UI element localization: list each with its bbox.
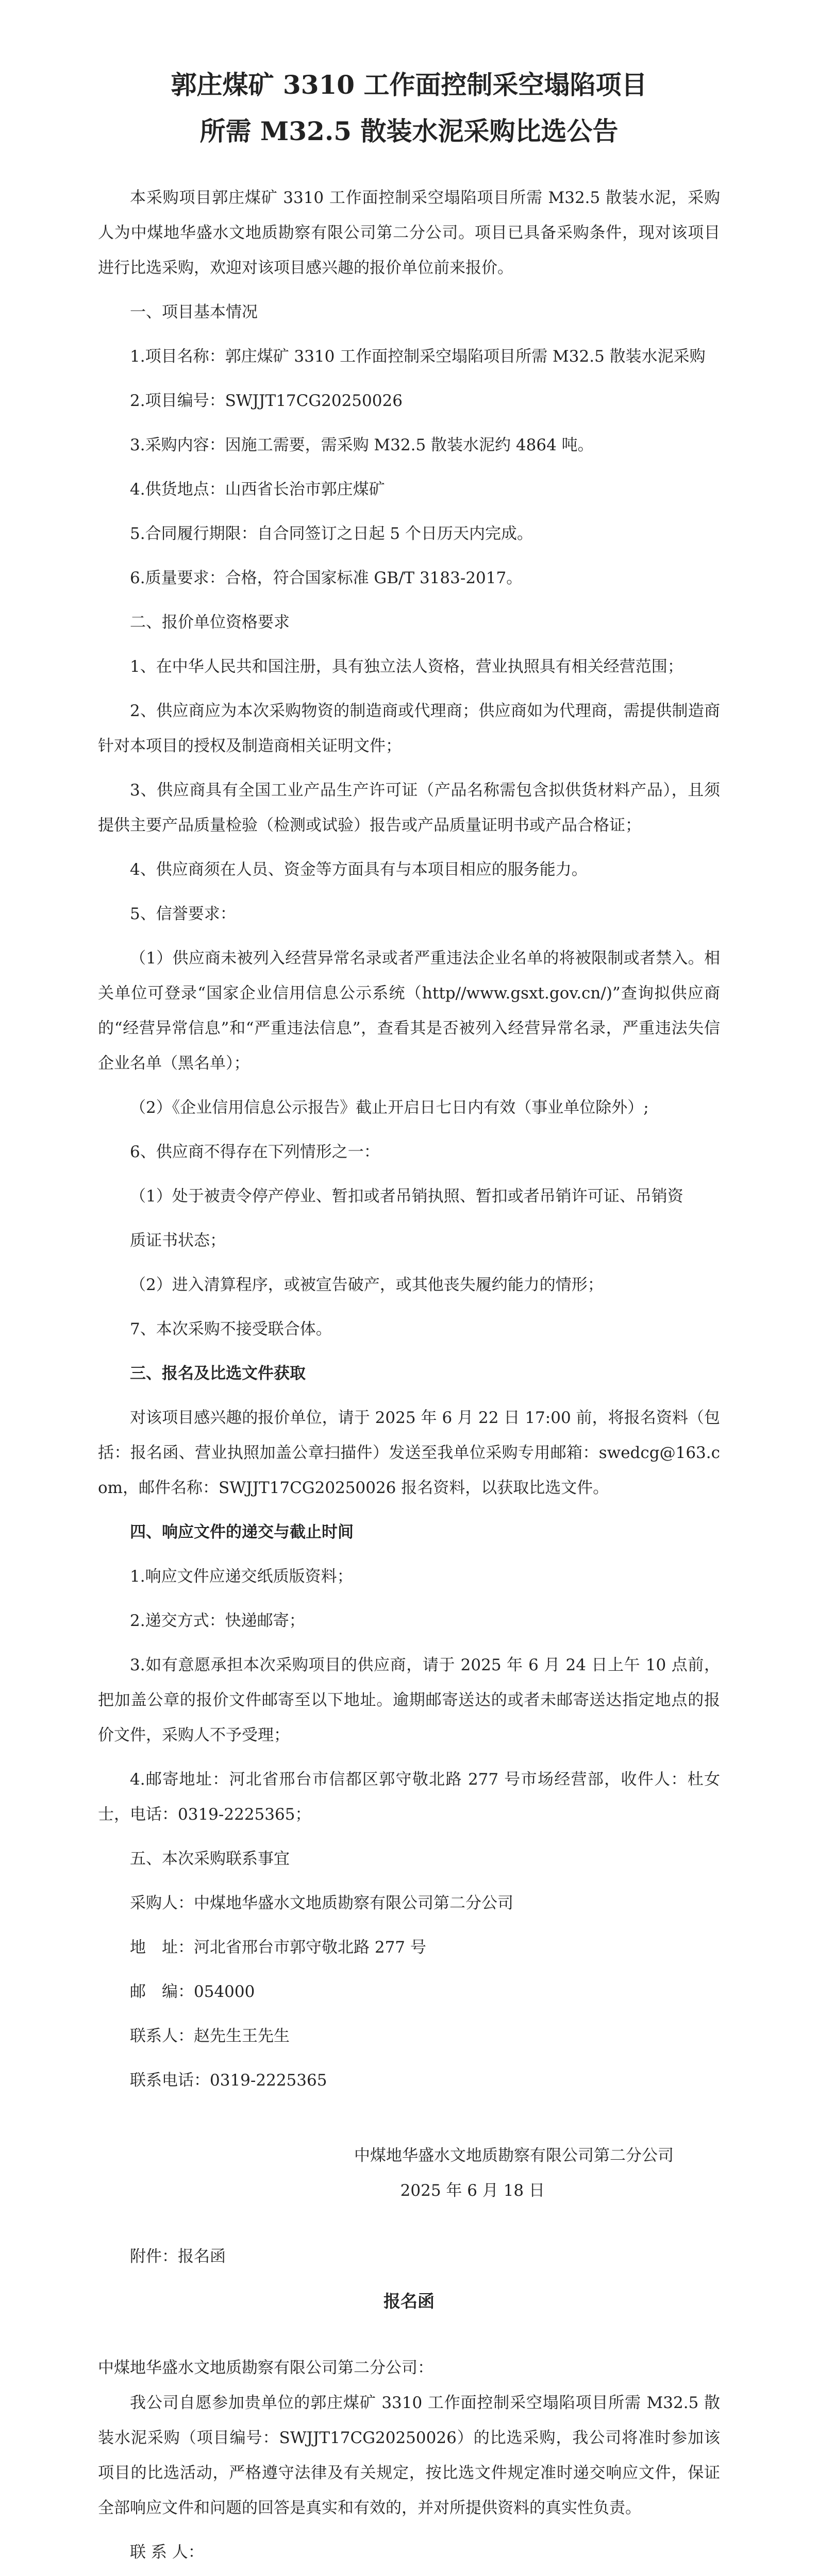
section-4-item: 1.响应文件应递交纸质版资料； (130, 1567, 353, 1586)
section-2-item: 3、供应商具有全国工业产品生产许可证（产品名称需包含拟供货材料产品），且须提供主要产品质量检验（检测或试验）报告或产品质量证明书或产品合格证； (98, 781, 720, 835)
section-1-item: 3.采购内容：因施工需要，需采购 M32.5 散装水泥约 4864 吨。 (130, 436, 594, 454)
credit-heading: 5、信誉要求： (130, 905, 236, 923)
signature-date: 2025 年 6 月 18 日 (400, 2181, 545, 2200)
section-4-heading: 四、响应文件的递交与截止时间 (130, 1523, 354, 1541)
intro-paragraph: 本采购项目郭庄煤矿 3310 工作面控制采空塌陷项目所需 M32.5 散装水泥，采购人为中煤地华盛水文地质勘察有限公司第二分公司。项目已具备采购条件，现对该项目进行比选采购，欢迎对该项目感兴趣的报价单位前来报价。 (98, 189, 720, 277)
address-line: 地 址：河北省邢台市郭守敬北路 277 号 (130, 1938, 426, 1957)
spacer (98, 2319, 720, 2350)
credit-item: （2）《企业信用信息公示报告》截止开启日七日内有效（事业单位除外）; (130, 1098, 649, 1117)
spacer (98, 2208, 720, 2239)
no-consortium-note: 7、本次采购不接受联合体。 (130, 1320, 332, 1338)
attachment-field-contact: 联 系 人： (130, 2543, 204, 2562)
contact-line: 联系人：赵先生王先生 (130, 2027, 290, 2045)
title-line-1: 郭庄煤矿 3310 工作面控制采空塌陷项目 (171, 70, 647, 100)
section-2-item: 2、供应商应为本次采购物资的制造商或代理商；供应商如为代理商，需提供制造商针对本项目的授权及制造商相关证明文件； (98, 702, 720, 755)
attachment-label: 附件：报名函 (130, 2247, 226, 2266)
section-1-item: 1.项目名称：郭庄煤矿 3310 工作面控制采空塌陷项目所需 M32.5 散装水泥采购 (130, 347, 706, 366)
attachment-body: 我公司自愿参加贵单位的郭庄煤矿 3310 工作面控制采空塌陷项目所需 M32.5 散装水泥采购（项目编号：SWJJT17CG20250026）的比选采购，我公司将准时参加该项目的比选活动，严格遵守法律及有关规定，按比选文件规定准时递交响应文件，保证全部响应文件和问题的回答是真实和有效的，并对所提供资料的真实性负责。 (98, 2394, 720, 2517)
section-4-item: 2.递交方式：快递邮寄； (130, 1612, 305, 1630)
section-4-item: 4.邮寄地址：河北省邢台市信都区郭守敬北路 277 号市场经营部，收件人：杜女士，电话：0319-2225365； (98, 1770, 720, 1824)
section-3-body: 对该项目感兴趣的报价单位，请于 2025 年 6 月 22 日 17:00 前，将报名资料（包括：报名函、营业执照加盖公章扫描件）发送至我单位采购专用邮箱：swedcg@163.com，邮件名称：SWJJT17CG20250026 报名资料，以获取比选文件。 (98, 1409, 720, 1497)
section-2-item: 4、供应商须在人员、资金等方面具有与本项目相应的服务能力。 (130, 860, 588, 879)
credit-item: （1）供应商未被列入经营异常名录或者严重违法企业名单的将被限制或者禁入。相关单位可登录“国家企业信用信息公示系统（http//www.gsxt.gov.cn/)”查询拟供应商的“经营异常信息”和“严重违法信息”，查看其是否被列入经营异常名录，严重违法失信企业名单（黑名单）； (98, 949, 720, 1073)
forbid-item: （2）进入清算程序，或被宣告破产，或其他丧失履约能力的情形； (130, 1276, 604, 1294)
signature-company: 中煤地华盛水文地质勘察有限公司第二分公司 (354, 2146, 674, 2165)
purchaser-line: 采购人：中煤地华盛水文地质勘察有限公司第二分公司 (130, 1894, 513, 1912)
forbid-item: （1）处于被责令停产停业、暂扣或者吊销执照、暂扣或者吊销许可证、吊销资 (130, 1187, 683, 1206)
section-3-heading: 三、报名及比选文件获取 (130, 1364, 306, 1383)
section-1-item: 4.供货地点：山西省长治市郭庄煤矿 (130, 480, 385, 499)
section-2-item: 1、在中华人民共和国注册，具有独立法人资格，营业执照具有相关经营范围； (130, 657, 683, 676)
title-line-2: 所需 M32.5 散装水泥采购比选公告 (199, 116, 619, 146)
section-1-item: 2.项目编号：SWJJT17CG20250026 (130, 392, 403, 410)
section-1-item: 6.质量要求：合格，符合国家标准 GB/T 3183-2017。 (130, 569, 523, 587)
section-5-heading: 五、本次采购联系事宜 (130, 1850, 290, 1868)
section-1-heading: 一、项目基本情况 (130, 303, 258, 321)
spacer (98, 2107, 720, 2138)
forbid-heading: 6、供应商不得存在下列情形之一： (130, 1143, 380, 1161)
phone-line: 联系电话：0319-2225365 (130, 2071, 327, 2090)
attachment-title: 报名函 (383, 2291, 435, 2311)
forbid-item: 质证书状态； (130, 1231, 226, 1250)
section-2-heading: 二、报价单位资格要求 (130, 613, 290, 632)
section-1-item: 5.合同履行期限：自合同签订之日起 5 个日历天内完成。 (130, 524, 533, 543)
section-4-item: 3.如有意愿承担本次采购项目的供应商，请于 2025 年 6 月 24 日上午 10 点前，把加盖公章的报价文件邮寄至以下地址。逾期邮寄送达的或者未邮寄送达指定地点的报价文件，采购人不予受理； (98, 1656, 720, 1744)
postcode-line: 邮 编：054000 (130, 1982, 255, 2001)
title-block (98, 62, 720, 155)
attachment-recipient: 中煤地华盛水文地质勘察有限公司第二分公司： (98, 2359, 433, 2377)
